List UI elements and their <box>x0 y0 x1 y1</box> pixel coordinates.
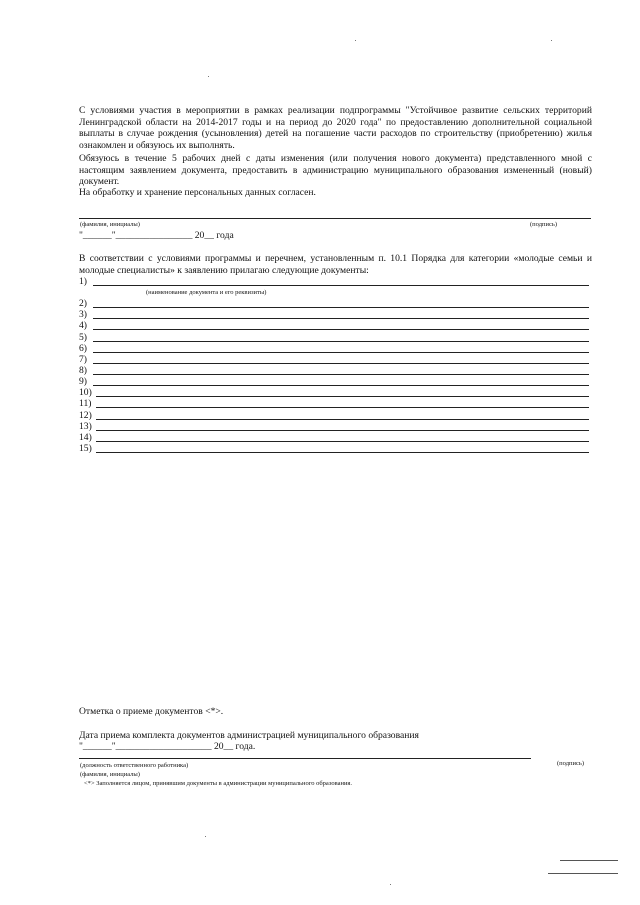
list-item: 7) <box>79 354 589 365</box>
reception-date-line: "______"____________________ 20__ года. <box>79 741 256 752</box>
reception-mark: Отметка о приеме документов <*>. <box>79 706 224 717</box>
list-item: 3) <box>79 309 589 320</box>
scan-speck <box>205 836 206 837</box>
obligation-paragraph: Обязуюсь в течение 5 рабочих дней с даты изменения (или получения нового документа) представленного мной с настоящим заявлением документа, предоставить в администрацию муниципального образования измененный (новый) документ. <box>79 153 592 188</box>
list-item: 2) <box>79 298 589 309</box>
personal-data-consent: На обработку и хранение персональных данных согласен. <box>79 187 316 198</box>
list-item: 1) <box>79 276 589 287</box>
list-item: 6) <box>79 343 589 354</box>
list-item: 11) <box>79 398 589 409</box>
list-item: 14) <box>79 432 589 443</box>
scan-speck <box>355 40 356 41</box>
list-item: 9) <box>79 376 589 387</box>
scan-speck <box>208 76 209 77</box>
list-item: 4) <box>79 320 589 331</box>
list-item: 13) <box>79 421 589 432</box>
signature-caption: (подпись) <box>530 221 557 228</box>
scan-speck <box>390 884 391 885</box>
date-line: "______"________________ 20__ года <box>79 230 234 241</box>
list-item: 5) <box>79 332 589 343</box>
list-item: 15) <box>79 443 589 454</box>
position-caption: (должность ответственного работника) <box>80 762 189 769</box>
document-item-caption: (наименование документа и его реквизиты) <box>146 289 267 296</box>
reception-signature-caption: (подпись) <box>557 760 584 767</box>
scan-speck <box>551 40 552 41</box>
documents-intro: В соответствии с условиями программы и перечнем, установленным п. 10.1 Порядка для категории «молодые семьи и молодые специалисты» к заявлению прилагаю следующие документы: <box>79 253 592 276</box>
reception-name-caption: (фамилия, инициалы) <box>80 771 140 778</box>
list-item: 12) <box>79 410 589 421</box>
footnote: <*> Заполняется лицом, принявшим документы в администрации муниципального образования. <box>84 780 353 787</box>
name-signature-line <box>79 218 591 219</box>
name-caption: (фамилия, инициалы) <box>80 221 140 228</box>
reception-date-label: Дата приема комплекта документов администрацией муниципального образования <box>79 730 419 741</box>
corner-mark <box>548 873 618 874</box>
corner-mark <box>560 860 618 861</box>
list-item: 10) <box>79 387 589 398</box>
reception-signature-line <box>79 758 531 759</box>
consent-paragraph: С условиями участия в мероприятии в рамках реализации подпрограммы "Устойчивое развитие сельских территорий Ленинградской области на 2014-2017 годы и на период до 2020 года" по предоставлению дополнительной социальной выплаты в случае рождения (усыновления) детей на погашение части расходов по строительству (приобретению) жилья ознакомлен и обязуюсь их выполнять. <box>79 105 592 151</box>
list-item: 8) <box>79 365 589 376</box>
